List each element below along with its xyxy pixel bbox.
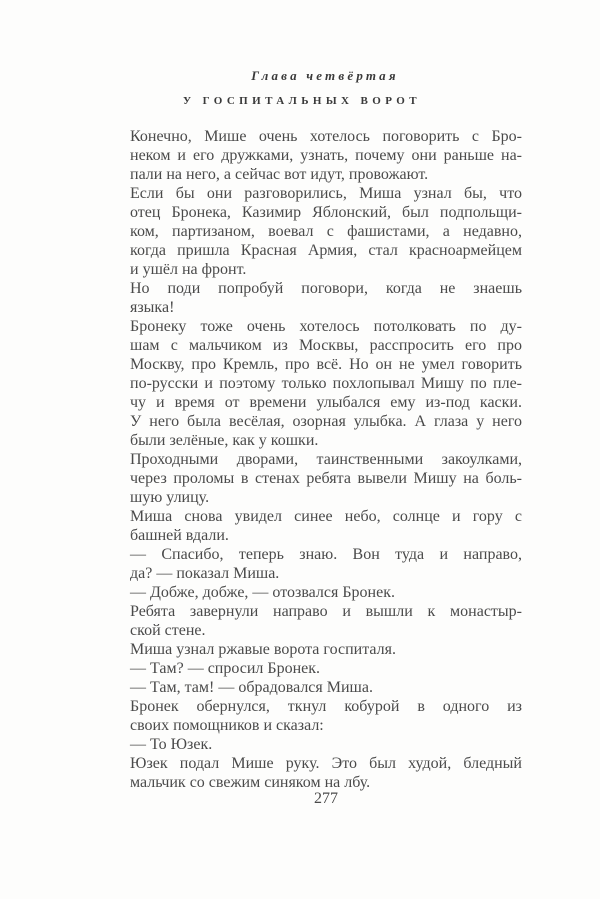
text-line: Юзек подал Мише руку. Это был худой, бледный	[130, 755, 522, 772]
text-line: Но поди попробуй поговори, когда не знаешь	[130, 280, 522, 297]
text-line: неком и его дружками, узнать, почему они раньше на-	[130, 147, 522, 164]
text-line: Москву, про Кремль, про всё. Но он не умел говорить	[130, 356, 522, 373]
text-line: когда пришла Красная Армия, стал красноармейцем	[130, 242, 522, 259]
text-line: Бронек обернулся, ткнул кобурой в одного из	[130, 698, 522, 715]
text-line: ской стене.	[130, 622, 206, 639]
text-line: Проходными дворами, таинственными закоулками,	[130, 451, 522, 468]
chapter-label: Глава четвёртая	[251, 68, 399, 83]
text-line: через проломы в стенах ребята вывели Мишу на боль-	[130, 470, 522, 487]
text-line: Миша снова увидел синее небо, солнце и гору с	[130, 508, 522, 525]
text-line: мальчик со свежим синяком на лбу.	[130, 774, 371, 791]
text-line: по-русски и поэтому только похлопывал Мишу по пле-	[130, 375, 522, 392]
text-line: Бронеку тоже очень хотелось потолковать по ду-	[130, 318, 522, 335]
text-line: были зелёные, как у кошки.	[130, 432, 319, 449]
text-line: — Добже, добже, — отозвался Бронек.	[130, 584, 395, 601]
text-line: пали на него, а сейчас вот идут, провожают.	[130, 166, 429, 183]
text-line: своих помощников и сказал:	[130, 717, 324, 734]
text-line: языка!	[130, 299, 175, 316]
chapter-title: У ГОСПИТАЛЬНЫХ ВОРОТ	[183, 95, 421, 107]
text-line: Конечно, Мише очень хотелось поговорить с Бро-	[130, 128, 522, 145]
body-text	[130, 127, 522, 792]
text-line: Ребята завернули направо и вышли к монастыр-	[130, 603, 522, 620]
text-line: ком, партизаном, воевал с фашистами, а недавно,	[130, 223, 522, 240]
text-line: — Там, там! — обрадовался Миша.	[130, 679, 373, 696]
text-line: шую улицу.	[130, 489, 210, 506]
page-number: 277	[314, 790, 338, 807]
text-line: Если бы они разговорились, Миша узнал бы, что	[130, 185, 522, 202]
text-line: да? — показал Миша.	[130, 565, 280, 582]
text-line: — Там? — спросил Бронек.	[130, 660, 321, 677]
text-line: — Спасибо, теперь знаю. Вон туда и направо,	[130, 546, 522, 563]
text-line: — То Юзек.	[130, 736, 213, 753]
text-line: шам с мальчиком из Москвы, расспросить его про	[130, 337, 522, 354]
text-line: У него была весёлая, озорная улыбка. А глаза у него	[130, 413, 522, 430]
text-line: Миша узнал ржавые ворота госпиталя.	[130, 641, 396, 658]
text-line: чу и время от времени улыбался ему из-под каски.	[130, 394, 522, 411]
text-line: отец Бронека, Казимир Яблонский, был подпольщи-	[130, 204, 522, 221]
text-line: башней вдали.	[130, 527, 229, 544]
text-line: и ушёл на фронт.	[130, 261, 247, 278]
